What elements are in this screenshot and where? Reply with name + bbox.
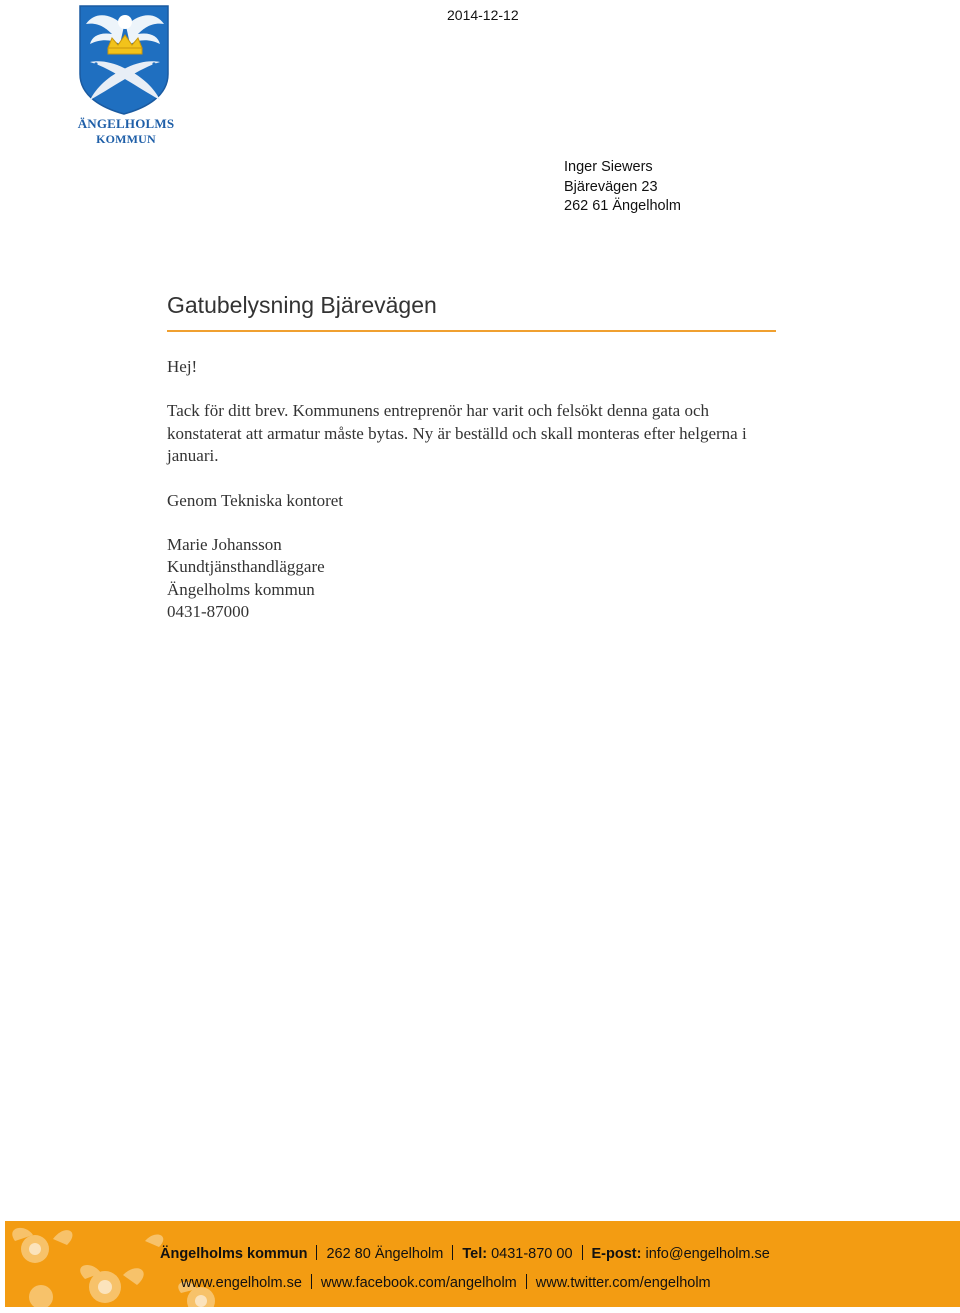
signature-title: Kundtjänsthandläggare [167,557,325,577]
footer-facebook-link[interactable]: www.facebook.com/angelholm [320,1275,517,1291]
logo-text-top: ÄNGELHOLMS [77,116,175,131]
footer-twitter-link[interactable]: www.twitter.com/engelholm [535,1275,711,1291]
footer-contact-line [160,1245,770,1262]
municipality-logo [76,4,176,146]
letter-date: 2014-12-12 [447,7,519,23]
footer-address: 262 80 Ängelholm [326,1246,444,1262]
recipient-postal: 262 61 Ängelholm [564,198,681,214]
angel-pattern-icon [5,1221,265,1307]
footer-tel-label: Tel: [462,1246,488,1262]
recipient-street: Bjärevägen 23 [564,178,658,195]
footer-links-line [181,1274,711,1291]
greeting: Hej! [167,357,198,376]
recipient-address [564,158,681,217]
footer-web-link[interactable]: www.engelholm.se [181,1275,302,1291]
letter-subject: Gatubelysning Bjärevägen [167,292,776,332]
logo-text-bottom: KOMMUN [96,132,156,146]
signature-name: Marie Johansson [167,535,282,555]
signature-phone: 0431-87000 [167,602,250,622]
footer-email[interactable]: info@engelholm.se [645,1246,770,1262]
closing-line: Genom Tekniska kontoret [167,490,344,510]
letter-body [167,356,787,624]
footer-email-label: E-post: [591,1246,642,1262]
footer-tel: 0431-870 00 [491,1246,573,1262]
coat-of-arms-icon [76,4,176,116]
signature-org: Ängelholms kommun [167,579,315,599]
recipient-name: Inger Siewers [564,159,653,175]
main-paragraph: Tack för ditt brev. Kommunens entreprenör har varit och felsökt denna gata och konstaterat att armatur måste bytas. Ny är beställd och skall monteras efter helgerna i januari. [167,401,747,466]
footer-bar [5,1221,960,1307]
footer-org: Ängelholms kommun [160,1246,308,1262]
